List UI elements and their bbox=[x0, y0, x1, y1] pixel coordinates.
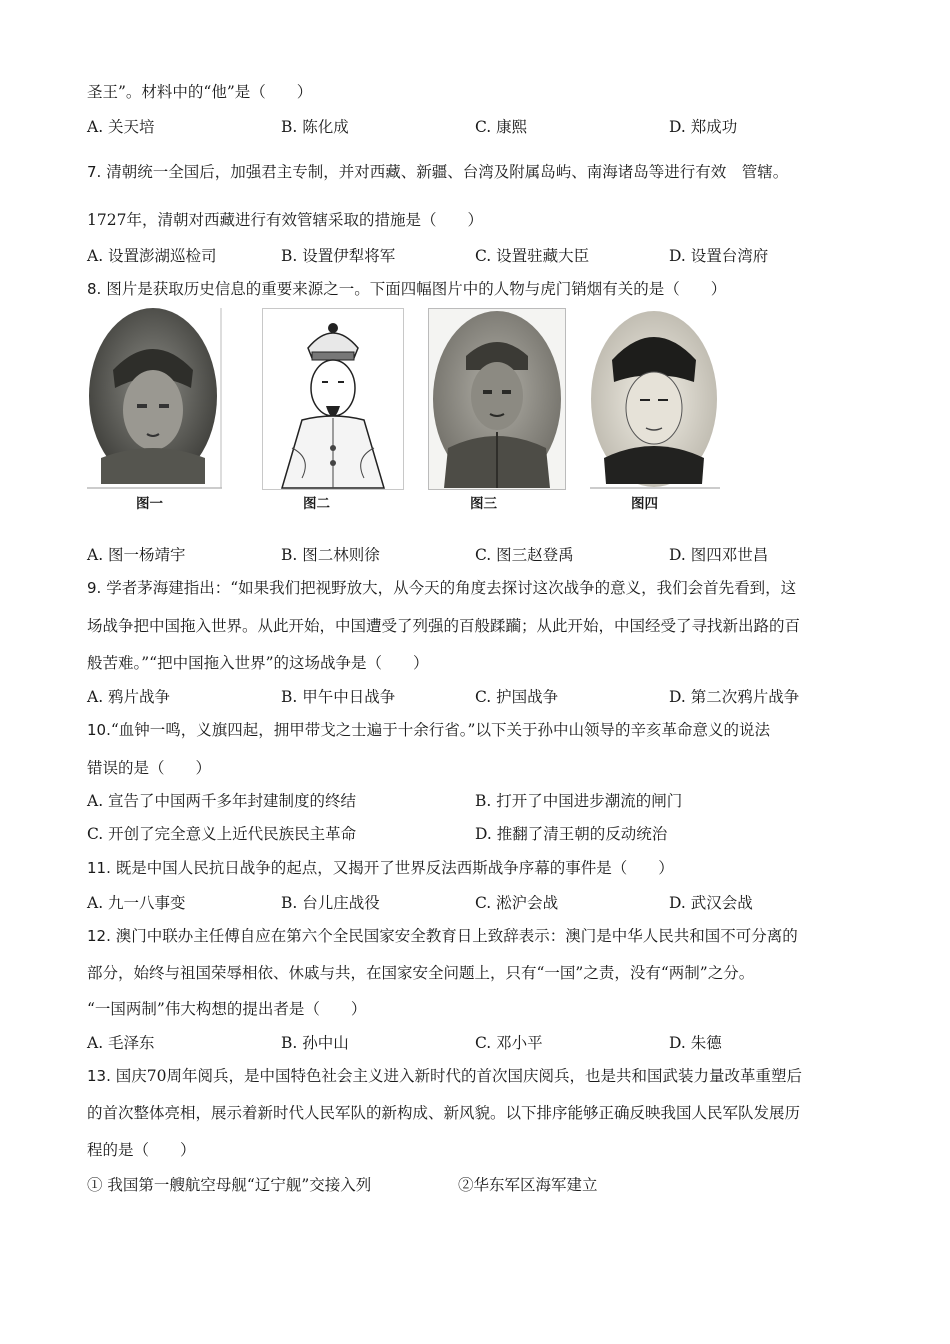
q8-stem-line1: 8. 图片是获取历史信息的重要来源之一。下面四幅图片中的人物与虎门销烟有关的是（ ） bbox=[87, 280, 727, 298]
q9-option-a[interactable]: A. 鸦片战争 bbox=[87, 688, 171, 706]
q12-option-c[interactable]: C. 邓小平 bbox=[475, 1034, 543, 1052]
q7-option-a[interactable]: A. 设置澎湖巡检司 bbox=[87, 247, 217, 265]
q10-stem-line2: 错误的是（ ） bbox=[87, 759, 212, 777]
figure-3-caption: 图三 bbox=[470, 496, 497, 512]
q12-stem-line2: 部分，始终与祖国荣辱相依、休戚与共，在国家安全问题上，只有“一国”之责，没有“两制”之分。 bbox=[87, 964, 755, 982]
q8-option-a[interactable]: A. 图一杨靖宇 bbox=[87, 546, 186, 564]
q7-stem-line1: 7. 清朝统一全国后，加强君主专制，并对西藏、新疆、台湾及附属岛屿、南海诸岛等进行有效 管辖。 bbox=[87, 163, 789, 181]
q10-stem-line1: 10.“血钟一鸣，义旗四起，拥甲带戈之士遍于十余行省。”以下关于孙中山领导的辛亥革命意义的说法 bbox=[87, 721, 770, 739]
q10-option-a[interactable]: A. 宣告了中国两千多年封建制度的终结 bbox=[87, 792, 357, 810]
q7-stem-line2: 1727年，清朝对西藏进行有效管辖采取的措施是（ ） bbox=[87, 211, 483, 229]
q6-option-b[interactable]: B. 陈化成 bbox=[281, 118, 349, 136]
q11-option-a[interactable]: A. 九一八事变 bbox=[87, 894, 186, 912]
q9-stem-line3: 般苦难。”“把中国拖入世界”的这场战争是（ ） bbox=[87, 654, 429, 672]
q9-option-d[interactable]: D. 第二次鸦片战争 bbox=[669, 688, 800, 706]
q7-number: 7. bbox=[87, 163, 102, 181]
q11-option-b[interactable]: B. 台儿庄战役 bbox=[281, 894, 380, 912]
figure-4-caption: 图四 bbox=[631, 496, 658, 512]
q7-option-c[interactable]: C. 设置驻藏大臣 bbox=[475, 247, 590, 265]
q10-number: 10. bbox=[87, 721, 111, 739]
figure-2-portrait bbox=[262, 308, 404, 490]
q7-option-d[interactable]: D. 设置台湾府 bbox=[669, 247, 769, 265]
figure-1-portrait bbox=[87, 308, 222, 490]
q13-stem-line3: 程的是（ ） bbox=[87, 1141, 196, 1159]
q13-stem-line1: 13. 国庆70周年阅兵，是中国特色社会主义进入新时代的首次国庆阅兵，也是共和国武装力量改革重塑后 bbox=[87, 1067, 803, 1085]
q8-option-b[interactable]: B. 图二林则徐 bbox=[281, 546, 380, 564]
figure-4-portrait bbox=[590, 308, 720, 490]
q11-option-c[interactable]: C. 淞沪会战 bbox=[475, 894, 559, 912]
q7-option-b[interactable]: B. 设置伊犁将军 bbox=[281, 247, 396, 265]
q12-option-a[interactable]: A. 毛泽东 bbox=[87, 1034, 155, 1052]
q12-stem-line3: “一国两制”伟大构想的提出者是（ ） bbox=[87, 1000, 367, 1018]
q12-number: 12. bbox=[87, 927, 111, 945]
q11-stem-line1: 11. 既是中国人民抗日战争的起点，又揭开了世界反法西斯战争序幕的事件是（ ） bbox=[87, 859, 674, 877]
q12-option-d[interactable]: D. 朱德 bbox=[669, 1034, 722, 1052]
q9-stem-line1: 9. 学者茅海建指出：“如果我们把视野放大，从今天的角度去探讨这次战争的意义，我们会首先看到，这 bbox=[87, 579, 797, 597]
q10-option-c[interactable]: C. 开创了完全意义上近代民族民主革命 bbox=[87, 825, 357, 843]
q10-option-b[interactable]: B. 打开了中国进步潮流的闸门 bbox=[475, 792, 683, 810]
q9-number: 9. bbox=[87, 579, 102, 597]
q9-stem-line2: 场战争把中国拖入世界。从此开始，中国遭受了列强的百般蹂躏；从此开始，中国经受了寻找新出路的百 bbox=[87, 617, 801, 635]
q13-number: 13. bbox=[87, 1067, 111, 1085]
q12-option-b[interactable]: B. 孙中山 bbox=[281, 1034, 349, 1052]
q11-option-d[interactable]: D. 武汉会战 bbox=[669, 894, 753, 912]
q12-stem-line1: 12. 澳门中联办主任傅自应在第六个全民国家安全教育日上致辞表示：澳门是中华人民共和国不可分离的 bbox=[87, 927, 798, 945]
q6-stem-tail: 圣王”。材料中的“他”是（ ） bbox=[87, 83, 313, 101]
figure-3-portrait bbox=[428, 308, 566, 490]
q13-stem-line2: 的首次整体亮相，展示着新时代人民军队的新构成、新风貌。以下排序能够正确反映我国人民军队发展历 bbox=[87, 1104, 801, 1122]
q6-option-c[interactable]: C. 康熙 bbox=[475, 118, 528, 136]
figure-1-caption: 图一 bbox=[136, 496, 163, 512]
q13-item-2: ②华东军区海军建立 bbox=[458, 1176, 598, 1194]
q8-option-d[interactable]: D. 图四邓世昌 bbox=[669, 546, 769, 564]
q8-number: 8. bbox=[87, 280, 102, 298]
figure-2-caption: 图二 bbox=[303, 496, 330, 512]
q9-option-c[interactable]: C. 护国战争 bbox=[475, 688, 559, 706]
q11-number: 11. bbox=[87, 859, 111, 877]
q8-option-c[interactable]: C. 图三赵登禹 bbox=[475, 546, 574, 564]
q6-option-d[interactable]: D. 郑成功 bbox=[669, 118, 738, 136]
q13-item-1: ① 我国第一艘航空母舰“辽宁舰”交接入列 bbox=[87, 1176, 372, 1194]
q6-option-a[interactable]: A. 关天培 bbox=[87, 118, 155, 136]
q9-option-b[interactable]: B. 甲午中日战争 bbox=[281, 688, 396, 706]
q10-option-d[interactable]: D. 推翻了清王朝的反动统治 bbox=[475, 825, 668, 843]
